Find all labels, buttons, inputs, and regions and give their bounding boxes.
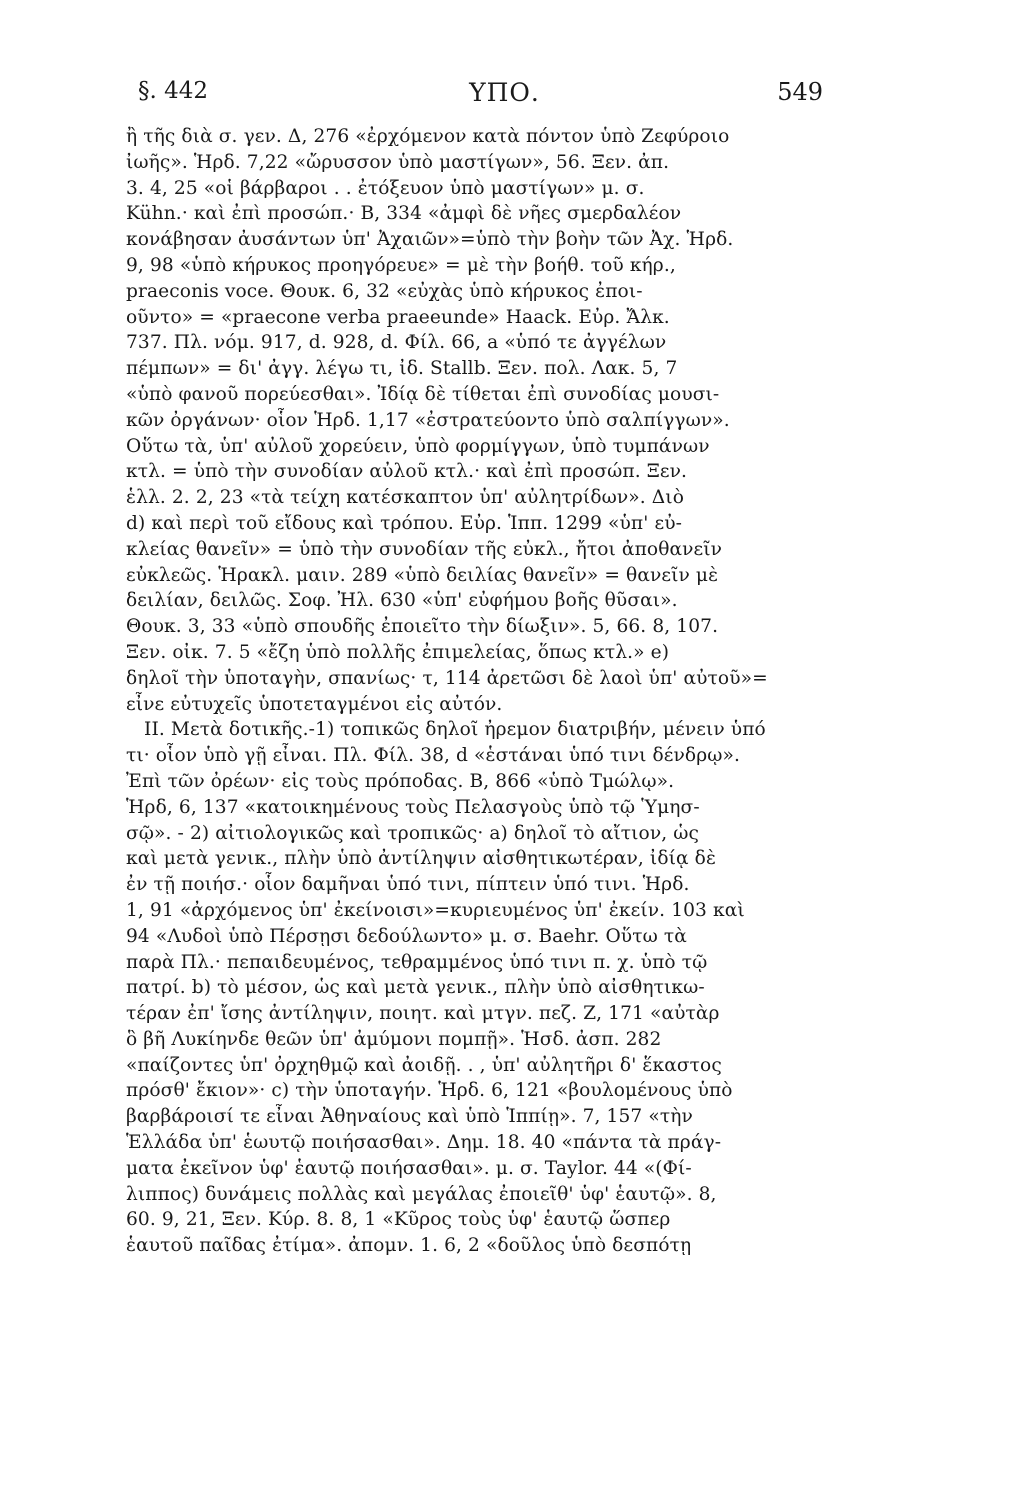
text-line: δειλίαν, δειλῶς. Σοφ. Ἠλ. 630 «ὑπ' εὐφήμου βοῆς θῦσαι». [126, 590, 678, 612]
text-line: λιππος) δυνάμεις πολλὰς καὶ μεγάλας ἐποιεῖθ' ὑφ' ἑαυτῷ». 8, [126, 1183, 717, 1205]
text-line: II. Μετὰ δοτικῆς.-1) τοπικῶς δηλοῖ ἠρεμον διατριβήν, μένειν ὑπό [144, 719, 766, 741]
text-line: δηλοῖ τὴν ὑποταγὴν, σπανίως· τ, 114 ἀρετῶσι δὲ λαοὶ ὑπ' αὐτοῦ»= [126, 667, 768, 689]
text-line: ἑλλ. 2. 2, 23 «τὰ τείχη κατέσκαπτον ὑπ' αὐλητρίδων». Διὸ [126, 487, 684, 509]
text-line: ἑαυτοῦ παῖδας ἐτίμα». ἀπομν. 1. 6, 2 «δοῦλος ὑπὸ δεσπότῃ [126, 1235, 692, 1257]
text-line: Ξεν. οἰκ. 7. 5 «ἔζη ὑπὸ πολλῆς ἐπιμελείας, ὅπως κτλ.» e) [126, 641, 670, 663]
text-line: οῦντο» = «praecone verba praeeunde» Haack. Εὐρ. Ἄλκ. [126, 306, 670, 328]
text-line: κλείας θανεῖν» = ὑπὸ τὴν συνοδίαν τῆς εὐκλ., ἤτοι ἀποθανεῖν [126, 538, 723, 560]
text-line: Οὕτω τὰ, ὑπ' αὐλοῦ χορεύειν, ὑπὸ φορμίγγων, ὑπὸ τυμπάνων [126, 435, 710, 457]
page-number: 549 [777, 78, 823, 106]
text-line: «παίζοντες ὑπ' ὀρχηθμῷ καὶ ἀοιδῇ. . , ὑπ' αὐλητῆρι δ' ἕκαστος [126, 1054, 722, 1076]
text-line: Kühn.· καὶ ἐπὶ προσώπ.· Β, 334 «ἀμφὶ δὲ νῆες σμερδαλέον [126, 203, 682, 225]
text-line: καὶ μετὰ γενικ., πλὴν ὑπὸ ἀντίληψιν αἰσθητικωτέραν, ἰδίᾳ δὲ [126, 848, 717, 870]
text-line: 737. Πλ. νόμ. 917, d. 928, d. Φίλ. 66, a «ὑπό τε ἀγγέλων [126, 332, 667, 354]
text-line: 1, 91 «ἀρχόμενος ὑπ' ἐκείνοισι»=κυριευμένος ὑπ' ἐκείν. 103 καὶ [126, 899, 745, 921]
text-line: εἶνε εὐτυχεῖς ὑποτεταγμένοι εἰς αὐτόν. [126, 693, 503, 715]
text-line: 3. 4, 25 «οἱ βάρβαροι . . ἐτόξευον ὑπὸ μαστίγων» μ. σ. [126, 177, 645, 199]
text-line: πέμπων» = δι' ἀγγ. λέγω τι, ἰδ. Stallb. Ξεν. πολ. Λακ. 5, 7 [126, 358, 678, 380]
text-line: εὐκλεῶς. Ἡρακλ. μαιν. 289 «ὑπὸ δειλίας θανεῖν» = θανεῖν μὲ [126, 564, 719, 586]
text-line: Θουκ. 3, 33 «ὑπὸ σπουδῆς ἐποιεῖτο τὴν δίωξιν». 5, 66. 8, 107. [126, 616, 719, 638]
text-line: κονάβησαν ἀυσάντων ὑπ' Ἀχαιῶν»=ὑπὸ τὴν βοὴν τῶν Ἀχ. Ἡρδ. [126, 229, 734, 251]
text-line: τι· οἷον ὑπὸ γῇ εἶναι. Πλ. Φίλ. 38, d «ἑστάναι ὑπό τινι δένδρῳ». [126, 745, 740, 767]
section-number: §. 442 [138, 78, 209, 104]
text-line: 9, 98 «ὑπὸ κήρυκος προηγόρευε» = μὲ τὴν βοήθ. τοῦ κήρ., [126, 254, 676, 276]
text-line: praeconis voce. Θουκ. 6, 32 «εὐχὰς ὑπὸ κήρυκος ἐποι- [126, 280, 643, 302]
text-line: Ἡρδ, 6, 137 «κατοικημένους τοὺς Πελασγοὺς ὑπὸ τῷ Ὑμησ- [126, 796, 700, 818]
text-line: «ὑπὸ φανοῦ πορεύεσθαι». Ἰδίᾳ δὲ τίθεται ἐπὶ συνοδίας μουσι- [126, 383, 720, 405]
text-line: σῷ». - 2) αἰτιολογικῶς καὶ τροπικῶς· a) δηλοῖ τὸ αἴτιον, ὡς [126, 822, 700, 844]
running-header [0, 78, 1009, 118]
text-line: Ἑλλάδα ὑπ' ἑωυτῷ ποιήσασθαι». Δημ. 18. 40 «πάντα τὰ πράγ- [126, 1132, 722, 1154]
text-line: παρὰ Πλ.· πεπαιδευμένος, τεθραμμένος ὑπό τινι π. χ. ὑπὸ τῷ [126, 951, 708, 973]
text-line: ἐν τῇ ποιήσ.· οἷον δαμῆναι ὑπό τινι, πίπτειν ὑπό τινι. Ἡρδ. [126, 874, 690, 896]
text-line: ὃ βῆ Λυκίηνδε θεῶν ὑπ' ἀμύμονι πομπῇ». Ἡσδ. ἀσπ. 282 [126, 1028, 662, 1050]
text-line: πατρί. b) τὸ μέσον, ὡς καὶ μετὰ γενικ., πλὴν ὑπὸ αἰσθητικω- [126, 977, 705, 999]
text-line: ἰωῆς». Ἡρδ. 7,22 «ὤρυσσον ὑπὸ μαστίγων», 56. Ξεν. ἀπ. [126, 151, 670, 173]
text-body [126, 124, 838, 1259]
text-line: βαρβάροισί τε εἶναι Ἀθηναίους καὶ ὑπὸ Ἱππίῃ». 7, 157 «τὴν [126, 1106, 693, 1128]
text-line: κῶν ὀργάνων· οἷον Ἡρδ. 1,17 «ἐστρατεύοντο ὑπὸ σαλπίγγων». [126, 409, 730, 431]
text-line: ἢ τῆς διὰ σ. γεν. Δ, 276 «ἐρχόμενον κατὰ πόντον ὑπὸ Ζεφύροιο [126, 126, 730, 147]
text-line: 94 «Λυδοὶ ὑπὸ Πέρσῃσι δεδούλωντο» μ. σ. Baehr. Οὕτω τὰ [126, 925, 687, 947]
text-line: κτλ. = ὑπὸ τὴν συνοδίαν αὐλοῦ κτλ.· καὶ ἐπὶ προσώπ. Ξεν. [126, 461, 688, 483]
text-line: Ἐπὶ τῶν ὀρέων· εἰς τοὺς πρόποδας. Β, 866 «ὑπὸ Τμώλῳ». [126, 770, 675, 792]
page-title: ΥΠΟ. [469, 78, 540, 107]
text-line: ματα ἐκεῖνον ὑφ' ἑαυτῷ ποιήσασθαι». μ. σ. Taylor. 44 «(Φί- [126, 1157, 692, 1179]
text-line: τέραν ἐπ' ἴσης ἀντίληψιν, ποιητ. καὶ μτγν. πεζ. Ζ, 171 «αὐτὰρ [126, 1003, 720, 1025]
text-line: 60. 9, 21, Ξεν. Κύρ. 8. 8, 1 «Κῦρος τοὺς ὑφ' ἑαυτῷ ὥσπερ [126, 1209, 671, 1231]
text-line: πρόσθ' ἔκιον»· c) τὴν ὑποταγήν. Ἡρδ. 6, 121 «βουλομένους ὑπὸ [126, 1080, 733, 1102]
text-line: d) καὶ περὶ τοῦ εἴδους καὶ τρόπου. Εὐρ. Ἱππ. 1299 «ὑπ' εὐ- [126, 512, 682, 534]
